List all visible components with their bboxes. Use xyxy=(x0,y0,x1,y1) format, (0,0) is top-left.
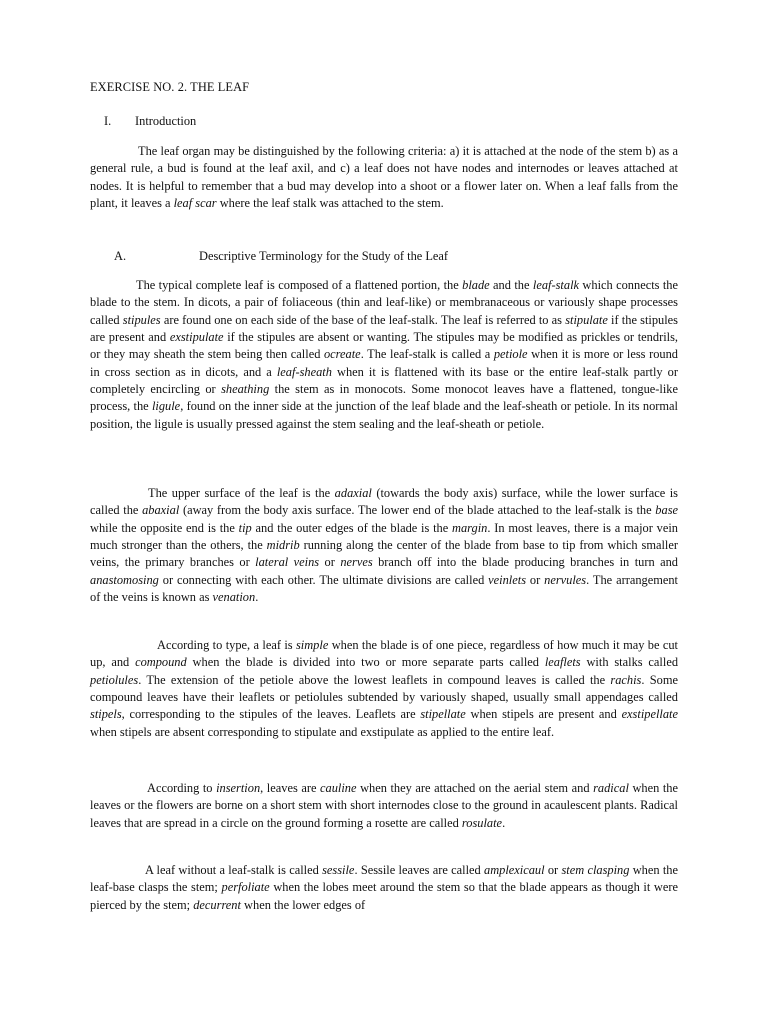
text-run: and the outer edges of the blade is the xyxy=(251,520,453,535)
text-run: when stipels are present and xyxy=(465,707,622,722)
text-run: when the lobes meet around the stem so that the blade appears as though it were pierced by the stem; xyxy=(90,880,678,912)
text-run: . The arrangement of the veins is known as xyxy=(90,572,679,605)
term-italic: venation xyxy=(212,590,256,605)
term-italic: tip xyxy=(238,520,252,535)
text-run: when the blade is divided into two or more separate parts called xyxy=(186,655,545,670)
section-heading-terminology xyxy=(114,248,614,266)
text-run: the stem as in monocots. Some monocot leaves have a flattened, tongue-like process, the xyxy=(90,382,678,414)
text-run: when they are attached on the aerial stem and xyxy=(356,781,594,795)
text-run: The upper surface of the leaf is the xyxy=(148,486,335,500)
term-italic: stipulate xyxy=(565,312,608,327)
text-run: and the xyxy=(489,278,533,292)
term-italic: nerves xyxy=(340,555,373,570)
term-italic: simple xyxy=(295,638,329,652)
text-run: . The leaf-stalk is called a xyxy=(360,347,494,362)
text-run: , leaves are xyxy=(260,781,321,795)
term-italic: anastomosing xyxy=(90,572,159,587)
term-italic: perfoliate xyxy=(221,880,270,895)
term-italic: abaxial xyxy=(142,503,180,518)
text-run: when it is flattened with its base or the entire leaf-stalk partly or completely encircling or xyxy=(90,364,678,397)
term-italic: stipels xyxy=(90,707,122,722)
paragraph-introduction xyxy=(90,143,678,212)
term-italic: leaf scar xyxy=(173,196,217,211)
term-italic: adaxial xyxy=(334,486,372,500)
text-run: running along the center of the blade from base to tip from which smaller veins, the primary branches or xyxy=(90,538,678,570)
term-italic: sessile xyxy=(322,863,355,877)
text-run: According to xyxy=(147,781,217,795)
text-run: when the leaves or the flowers are borne on a short stem with short internodes close to the ground in acaulescent plants. Radical leaves that are spread in a circle on the ground forming a rosette are called xyxy=(90,781,678,830)
text-run: , found on the inner side at the junction of the leaf blade and the leaf-sheath or petiole. In its normal position, the ligule is usually pressed against the stem sealing and the leaf-sheath or petiole. xyxy=(90,399,678,431)
term-italic: lateral veins xyxy=(255,555,320,570)
paragraph-leaf-surfaces xyxy=(90,485,678,606)
term-italic: blade xyxy=(462,278,490,292)
text-run: or xyxy=(544,863,562,877)
text-run: when stipels are absent corresponding to stipulate and exstipulate as applied to the entire leaf. xyxy=(90,724,555,739)
term-italic: midrib xyxy=(266,538,300,553)
term-italic: ocreate xyxy=(323,347,361,362)
text-run: are found one on each side of the base of the leaf-stalk. The leaf is referred to as xyxy=(160,312,566,327)
term-italic: rosulate xyxy=(461,815,503,830)
term-italic: stem clasping xyxy=(561,863,630,877)
text-run: . xyxy=(255,590,259,605)
term-italic: exstipellate xyxy=(621,707,678,722)
text-run: when the blade is of one piece, regardless of how much it may be cut up, and xyxy=(90,638,678,670)
text-run: which connects the blade to the stem. In dicots, a pair of foliaceous (thin and leaf-like) or membranaceous or variously shape processes called xyxy=(90,278,678,327)
text-run: . xyxy=(502,815,506,830)
term-italic: stipules xyxy=(122,312,161,327)
section-number: I. xyxy=(104,114,112,128)
text-run: (towards the body axis) surface, while the lower surface is called the xyxy=(90,486,678,518)
text-run: or xyxy=(526,572,545,587)
text-run: if the stipules are present and xyxy=(90,312,678,345)
text-run: (away from the body axis surface. The lower end of the blade attached to the leaf-stalk is the xyxy=(179,503,656,518)
term-italic: ligule xyxy=(151,399,181,414)
text-run: . In most leaves, there is a major vein much stronger than the others, the xyxy=(90,520,679,553)
text-run: when the leaf-base clasps the stem; xyxy=(90,863,678,895)
text-run: with stalks called xyxy=(580,655,679,670)
term-italic: sheathing xyxy=(221,382,270,397)
term-italic: leaflets xyxy=(544,655,581,670)
text-run: where the leaf stalk was attached to the stem. xyxy=(216,196,444,211)
term-italic: exstipulate xyxy=(169,330,224,345)
section-number: A. xyxy=(114,249,127,263)
text-run: The typical complete leaf is composed of a flattened portion, the xyxy=(136,278,463,292)
text-run: A leaf without a leaf-stalk is called xyxy=(145,863,323,877)
text-run: while the opposite end is the xyxy=(90,520,239,535)
text-run: . The extension of the petiole above the lowest leaflets in compound leaves is called the xyxy=(138,672,611,687)
term-italic: radical xyxy=(593,781,629,795)
term-italic: nervules xyxy=(544,572,587,587)
section-heading-introduction xyxy=(104,113,504,131)
section-label: Descriptive Terminology for the Study of the Leaf xyxy=(199,249,449,263)
term-italic: cauline xyxy=(320,781,357,795)
term-italic: base xyxy=(655,503,679,518)
term-italic: leaf-stalk xyxy=(532,278,580,292)
text-run: if the stipules are absent or wanting. The stipules may be modified as prickles or tendrils, or they may sheath the stem being then called xyxy=(90,330,678,362)
text-run: The leaf organ may be distinguished by the following criteria: a) it is attached at the node of the stem b) as a general rule, a bud is found at the leaf axil, and c) a leaf does not have nodes and internodes or leaves attached at nodes. It is helpful to remember that a bud may develop into a shoot or a flower later on. When a leaf falls from the plant, it leaves a xyxy=(90,144,678,211)
term-italic: compound xyxy=(135,655,187,670)
text-run: or xyxy=(319,555,341,570)
term-italic: petiolules xyxy=(90,672,139,687)
text-run: According to type, a leaf is xyxy=(157,638,296,652)
paragraph-leaf-type xyxy=(90,637,678,741)
text-run: or connecting with each other. The ultimate divisions are called xyxy=(158,572,489,587)
text-run: branch off into the blade producing branches in turn and xyxy=(372,555,678,570)
term-italic: margin xyxy=(452,520,488,535)
term-italic: rachis xyxy=(610,672,642,687)
paragraph-sessile-leaves xyxy=(90,862,678,932)
section-label: Introduction xyxy=(135,114,197,128)
paragraph-leaf-insertion xyxy=(90,780,678,832)
term-italic: veinlets xyxy=(488,572,527,587)
text-run: , corresponding to the stipules of the leaves. Leaflets are xyxy=(121,707,421,722)
term-italic: amplexicaul xyxy=(484,863,545,877)
term-italic: decurrent xyxy=(193,897,241,912)
text-run: . Some compound leaves have their leaflets or petiolules subtended by variously shaped, usually small appendages called xyxy=(90,672,678,705)
paragraph-leaf-parts xyxy=(90,277,678,433)
term-italic: petiole xyxy=(493,347,528,362)
text-run: . Sessile leaves are called xyxy=(354,863,485,877)
exercise-title: EXERCISE NO. 2. THE LEAF xyxy=(90,80,250,94)
term-italic: leaf-sheath xyxy=(276,364,332,379)
term-italic: insertion xyxy=(216,781,261,795)
text-run: when the lower edges of xyxy=(240,897,366,912)
term-italic: stipellate xyxy=(420,707,466,722)
text-run: when it is more or less round in cross section as in dicots, and a xyxy=(90,347,678,379)
